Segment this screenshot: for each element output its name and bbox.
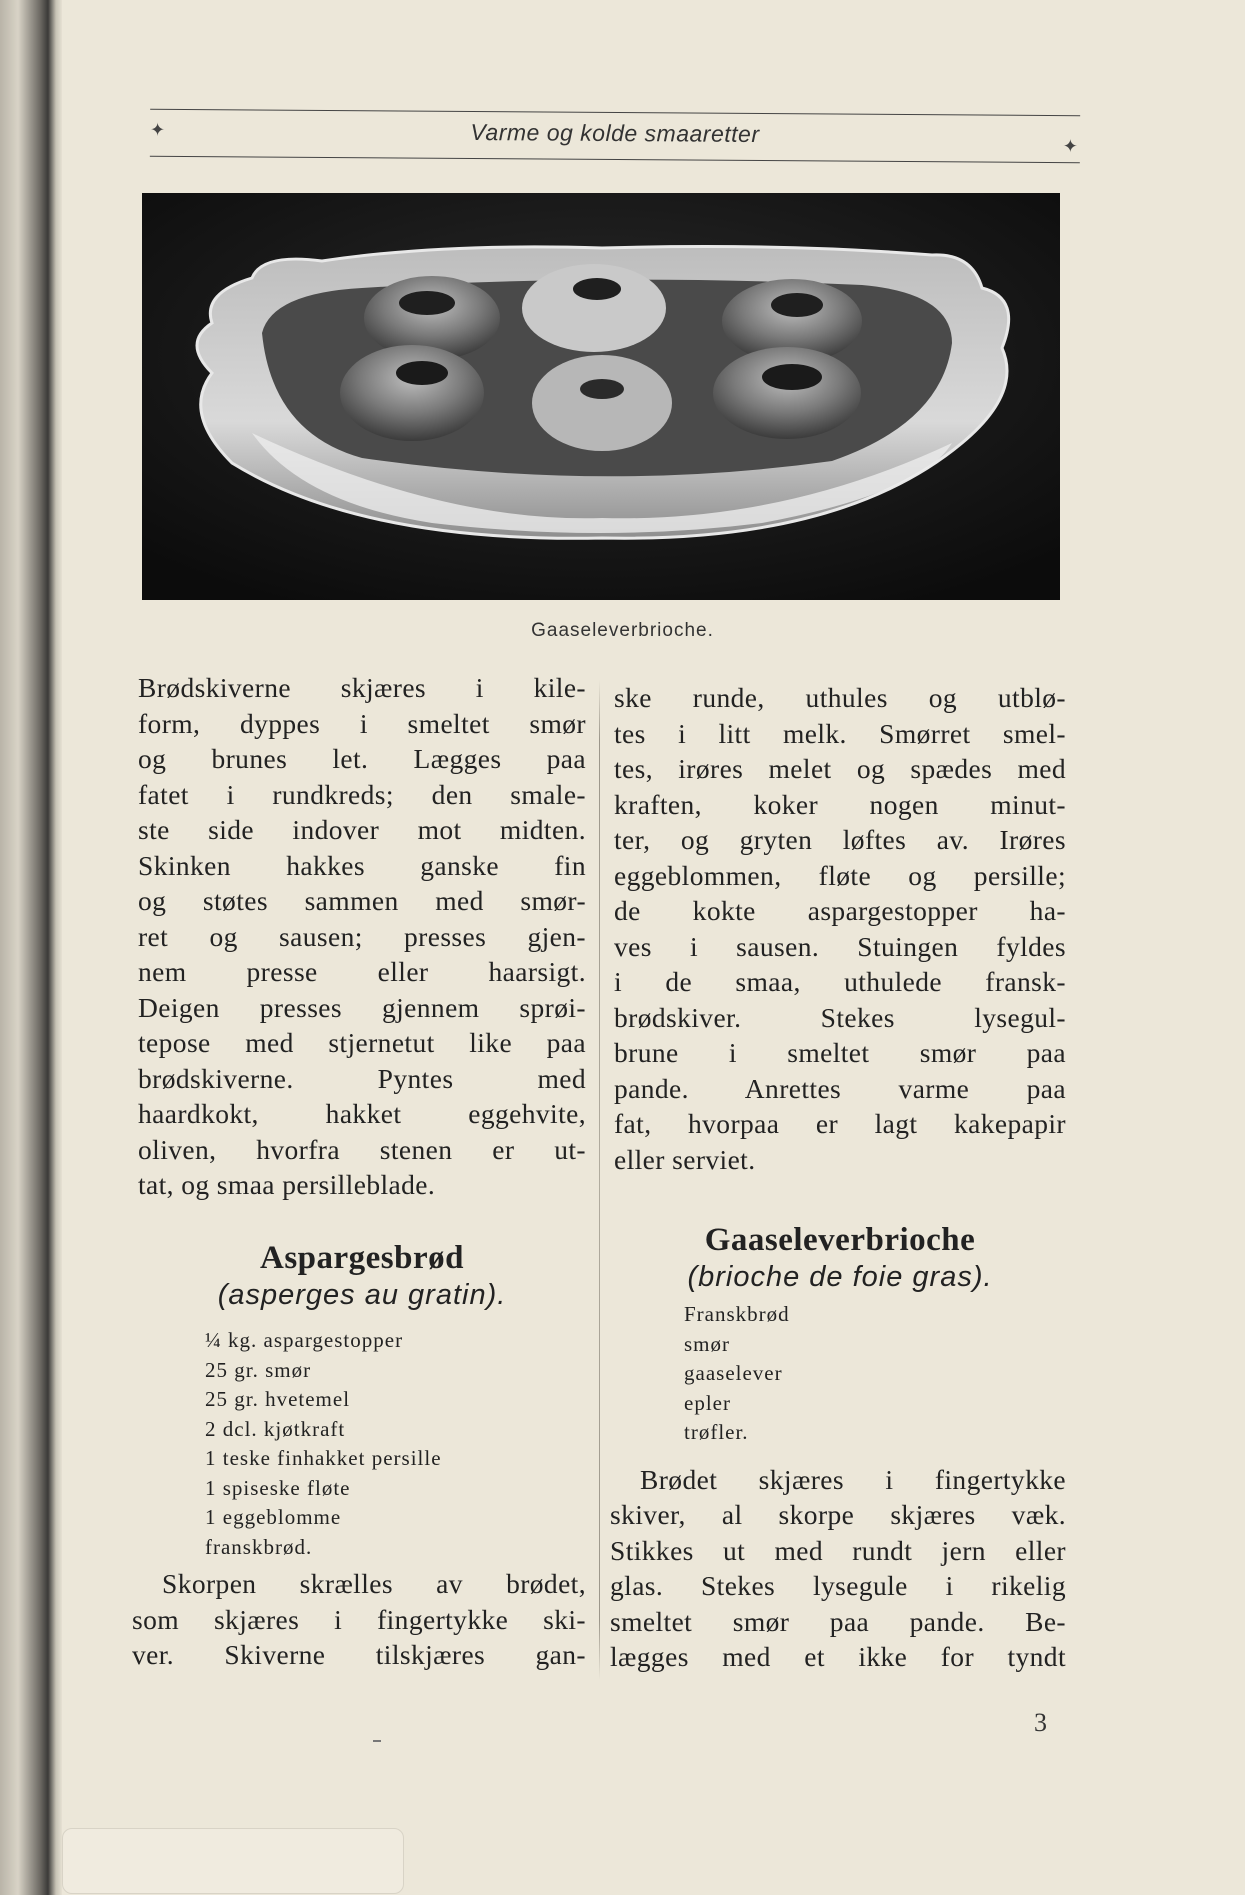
running-head xyxy=(150,109,1080,163)
text-line: brødskiver. Stekes lysegul- xyxy=(614,1001,1066,1033)
recipe-method xyxy=(610,1462,1066,1675)
ornament-icon: ✦ xyxy=(1062,136,1079,157)
text-line: tes i litt melk. Smørret smel- xyxy=(614,717,1066,749)
left-paragraph xyxy=(138,670,586,1203)
text-line: ter, og gryten løftes av. Irøres xyxy=(614,824,1066,855)
text-line: haardkokt, hakket eggehvite, xyxy=(138,1098,586,1129)
text-line: tat, og smaa persilleblade. xyxy=(138,1169,436,1200)
dish-photograph xyxy=(142,193,1060,600)
ornament-icon: ✦ xyxy=(149,119,166,140)
text-line: eggeblommen, fløte og persille; xyxy=(614,859,1066,891)
right-paragraph xyxy=(614,680,1066,1177)
column-divider xyxy=(599,680,600,1680)
text-line: smeltet smør paa pande. Be- xyxy=(610,1605,1066,1637)
dish-photograph-image xyxy=(142,193,1060,600)
text-line: Stikkes ut med rundt jern eller xyxy=(610,1534,1066,1566)
recipe-method xyxy=(132,1566,586,1673)
text-line: brødskiverne. Pyntes med xyxy=(138,1062,586,1094)
text-line: lægges med et ikke for tyndt xyxy=(610,1641,1066,1672)
text-line: skiver, al skorpe skjæres væk. xyxy=(610,1499,1066,1530)
text-line: ves i sausen. Stuingen fyldes xyxy=(614,930,1066,962)
paper-edge xyxy=(62,1828,404,1894)
recipe-asparagus xyxy=(132,1240,586,1673)
text-line: nem presse eller haarsigt. xyxy=(138,956,586,987)
text-line: Deigen presses gjennem sprøi- xyxy=(138,991,586,1023)
ingredient-list xyxy=(205,1326,586,1562)
ingredient-item: gaaselever xyxy=(684,1361,783,1385)
text-line: tepose med stjernetut like paa xyxy=(138,1027,586,1058)
text-line: Brødet skjæres i fingertykke xyxy=(640,1463,1066,1495)
photo-caption: Gaaseleverbrioche. xyxy=(531,620,714,641)
text-line: Brødskiverne skjæres i kile- xyxy=(138,672,586,703)
text-line: tes, irøres melet og spædes med xyxy=(614,753,1066,784)
page-number: 3 xyxy=(1034,1708,1047,1737)
text-line: og støtes sammen med smør- xyxy=(138,885,586,916)
ingredient-item: franskbrød. xyxy=(205,1534,313,1559)
ingredient-item: 25 gr. smør xyxy=(205,1357,312,1382)
running-head-title: Varme og kolde smaaretter xyxy=(470,118,760,148)
ingredient-item: 1 eggeblomme xyxy=(205,1505,342,1529)
text-line: fatet i rundkreds; den smale- xyxy=(138,778,586,810)
recipe-title: Gaaseleverbrioche xyxy=(704,1222,976,1258)
ingredient-item: Franskbrød xyxy=(684,1302,790,1326)
ingredient-item: ¼ kg. aspargestopper xyxy=(205,1328,404,1352)
recipe-subtitle: (brioche de foie gras). xyxy=(687,1261,993,1293)
right-column xyxy=(614,680,1066,1177)
text-line: kraften, koker nogen minut- xyxy=(614,788,1066,820)
text-line: form, dyppes i smeltet smør xyxy=(138,707,586,739)
ingredient-item: 25 gr. hvetemel xyxy=(205,1387,351,1411)
text-line: ste side indover mot midten. xyxy=(138,814,586,845)
ingredient-item: 1 spiseske fløte xyxy=(205,1475,351,1500)
text-line: Skorpen skrælles av brødet, xyxy=(162,1568,586,1599)
ingredient-item: 2 dcl. kjøtkraft xyxy=(205,1416,346,1441)
text-line: som skjæres i fingertykke ski- xyxy=(132,1603,586,1635)
recipe-title: Aspargesbrød xyxy=(259,1240,465,1276)
text-line: oliven, hvorfra stenen er ut- xyxy=(138,1133,586,1165)
text-line: i de smaa, uthulede fransk- xyxy=(614,966,1066,997)
ingredient-item: epler xyxy=(684,1390,731,1415)
text-line: og brunes let. Lægges paa xyxy=(138,743,586,774)
text-line: glas. Stekes lysegule i rikelig xyxy=(610,1570,1066,1601)
text-line: brune i smeltet smør paa xyxy=(614,1037,1066,1068)
text-line: ske runde, uthules og utblø- xyxy=(614,682,1066,713)
text-line: de kokte aspargestopper ha- xyxy=(614,895,1066,926)
text-line: ret og sausen; presses gjen- xyxy=(138,920,586,952)
recipe-subtitle: (asperges au gratin). xyxy=(217,1279,507,1311)
print-mark xyxy=(373,1740,381,1742)
left-column xyxy=(138,670,586,1203)
ingredient-item: smør xyxy=(684,1331,730,1356)
text-line: pande. Anrettes varme paa xyxy=(614,1072,1066,1104)
recipe-foie-gras xyxy=(610,1222,1066,1675)
ingredient-list xyxy=(684,1300,1066,1448)
text-line: Skinken hakkes ganske fin xyxy=(138,849,586,881)
ingredient-item: 1 teske finhakket persille xyxy=(205,1446,442,1470)
ingredient-item: trøfler. xyxy=(684,1420,749,1444)
book-binding xyxy=(0,0,62,1895)
text-line: ver. Skiverne tilskjæres gan- xyxy=(132,1639,586,1670)
text-line: eller serviet. xyxy=(614,1143,756,1175)
text-line: fat, hvorpaa er lagt kakepapir xyxy=(614,1108,1066,1139)
